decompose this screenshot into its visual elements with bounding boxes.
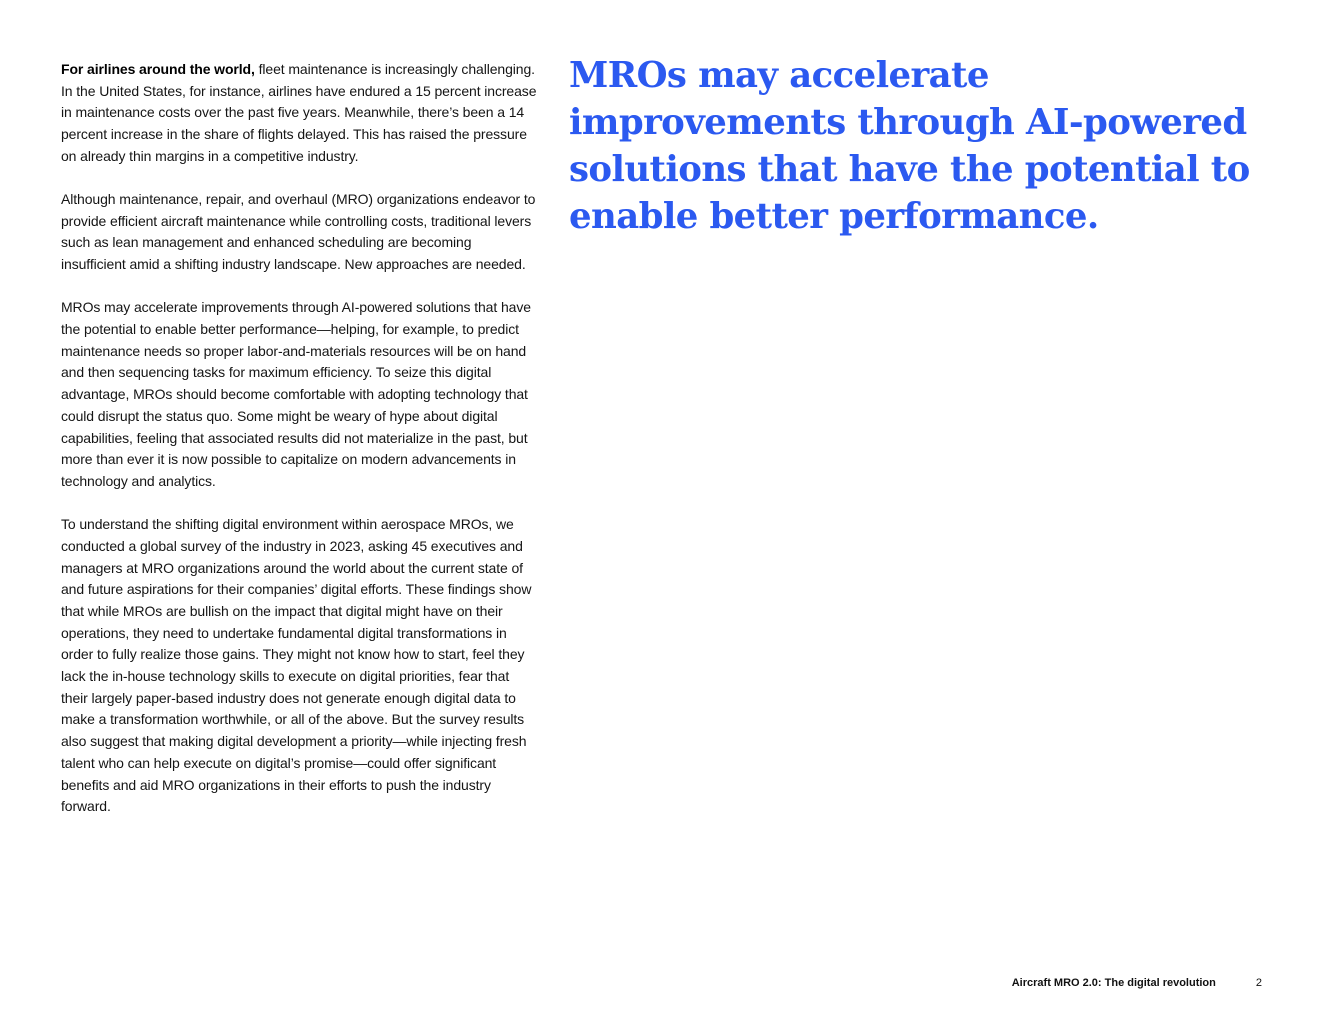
intro-paragraph: [61, 59, 537, 168]
survey-paragraph: To understand the shifting digital environment within aerospace MROs, we conducted a global survey of the industry in 2023, asking 45 executives and managers at MRO organizations around the world about the current state of and future aspirations for their companies’ digital efforts. These findings show that while MROs are bullish on the impact that digital might have on their operations, they need to undertake fundamental digital transformations in order to fully realize those gains. They might not know how to start, feel they lack the in-house technology skills to execute on digital priorities, fear that their largely paper-based industry does not generate enough digital data to make a transformation worthwhile, or all of the above. But the survey results also suggest that making digital development a priority—while injecting fresh talent who can help execute on digital’s promise—could offer significant benefits and aid MRO organizations in their efforts to push the industry forward.: [61, 516, 532, 815]
page-footer: [1012, 977, 1262, 989]
lead-in-text: For airlines around the world,: [61, 61, 255, 77]
mro-challenge-paragraph: Although maintenance, repair, and overhaul (MRO) organizations endeavor to provide efficient aircraft maintenance while controlling costs, traditional levers such as lean management and enhanced scheduling are becoming insufficient amid a shifting industry landscape. New approaches are needed.: [61, 191, 536, 273]
page-number: 2: [1255, 977, 1262, 989]
footer-publication-title: Aircraft MRO 2.0: The digital revolution: [1011, 977, 1216, 989]
pull-quote: MROs may accelerate improvements through AI-powered solutions that have the potential to enable better performance.: [569, 55, 1250, 237]
body-text-column: [61, 59, 537, 840]
ai-solutions-paragraph: MROs may accelerate improvements through AI-powered solutions that have the potential to enable better performance—helping, for example, to predict maintenance needs so proper labor-and-materials resources will be on hand and then sequencing tasks for maximum efficiency. To seize this digital advantage, MROs should become comfortable with adopting technology that could disrupt the status quo. Some might be weary of hype about digital capabilities, feeling that associated results did not materialize in the past, but more than ever it is now possible to capitalize on modern advancements in technology and analytics.: [61, 299, 531, 489]
intro-paragraph-text: fleet maintenance is increasingly challenging. In the United States, for instance, airlines have endured a 15 percent increase in maintenance costs over the past five years. Meanwhile, there’s been a 14 percent increase in the share of flights delayed. This has raised the pressure on already thin margins in a competitive industry.: [61, 61, 537, 164]
